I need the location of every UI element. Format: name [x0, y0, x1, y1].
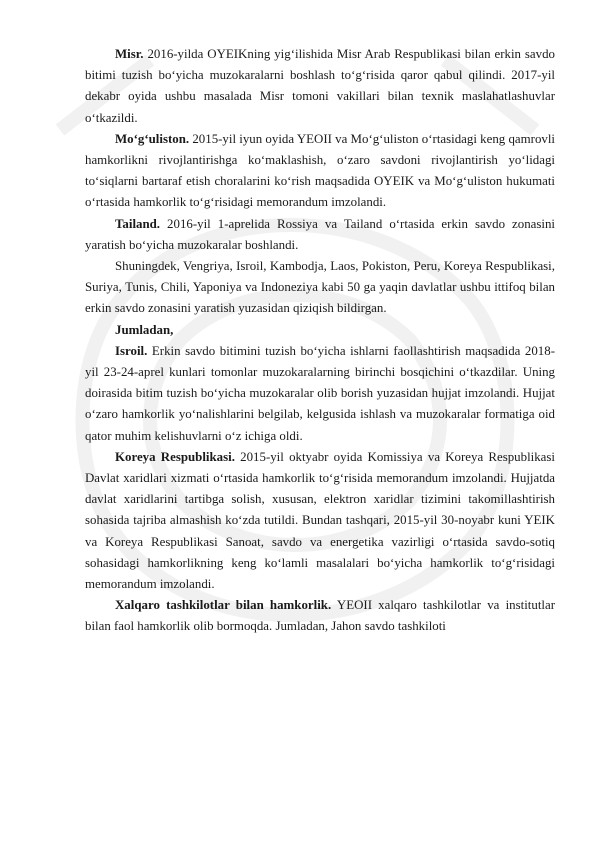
paragraph-text: 2015-yil iyun oyida YEOII va Mo‘g‘uliston o‘rtasidagi keng qamrovli hamkorlikni rivojlantirishga ko‘maklashish, o‘zaro savdoni rivojlantirish yo‘lidagi to‘siqlarni bartaraf etish choralarini ko‘rish maqsadida OYEIK va Mo‘g‘uliston hukumati o‘rtasida hamkorlik to‘g‘risidagi memorandum imzolandi.	[85, 131, 555, 210]
paragraph-text: Shuningdek, Vengriya, Isroil, Kambodja, Laos, Pokiston, Peru, Koreya Respublikasi, Suriya, Tunis, Chili, Yaponiya va Indoneziya kabi 50 ga yaqin davlatlar ushbu ittifoq bilan erkin savdo zonasini yaratish yuzasidan qiziqish bildirgan.	[85, 259, 555, 316]
paragraph-korea	[85, 447, 555, 595]
paragraph-text: Erkin savdo bitimini tuzish bo‘yicha ishlarni faollashtirish maqsadida 2018-yil 23-24-aprel kunlari tomonlar muzokaralarning birinchi bosqichini o‘tkazdilar. Uning doirasida bitim tuzish bo‘yicha muzokaralar olib borish yuzasidan hujjat imzolandi. Hujjat o‘zaro hamkorlik yo‘nalishlarini belgilab, kelgusida ishlash va muzokaralar formatiga oid qator muhim kelishuvlarni o‘z ichiga oldi.	[85, 343, 555, 443]
paragraph-misr	[85, 44, 555, 129]
paragraph-heading: Jumladan,	[115, 322, 174, 337]
paragraph-countries	[85, 256, 555, 320]
paragraph-israel	[85, 341, 555, 447]
paragraph-heading: Isroil.	[115, 343, 148, 358]
paragraph-thailand	[85, 214, 555, 256]
paragraph-text: 2016-yil 1-aprelida Rossiya va Tailand o‘rtasida erkin savdo zonasini yaratish bo‘yicha muzokaralar boshlandi.	[85, 216, 555, 252]
paragraph-heading: Misr.	[115, 47, 144, 61]
document-body	[85, 44, 555, 638]
paragraph-heading: Koreya Respublikasi.	[115, 449, 235, 464]
paragraph-heading: Tailand.	[115, 216, 161, 231]
paragraph-mongolia	[85, 129, 555, 214]
paragraph-text: 2015-yil oktyabr oyida Komissiya va Koreya Respublikasi Davlat xaridlari xizmati o‘rtasida hamkorlik to‘g‘risida memorandum imzolandi. Hujjatda davlat xaridlarini tartibga solish, xususan, elektron xaridlar tizimini takomillashtirish sohasida tajriba almashish ko‘zda tutildi. Bundan tashqari, 2015-yil 30-noyabr kuni YEIK va Koreya Respublikasi Sanoat, savdo va energetika vazirligi o‘rtasida savdo-sotiq sohasidagi hamkorlikning keng ko‘lamli masalalari bo‘yicha hamkorlik to‘g‘risidagi memorandum imzolandi.	[85, 449, 556, 592]
paragraph-text: 2016-yilda OYEIKning yig‘ilishida Misr Arab Respublikasi bilan erkin savdo bitimi tuzish bo‘yicha muzokaralarni boshlash to‘g‘risida qaror qabul qilindi. 2017-yil dekabr oyida ushbu masalada Misr tomoni vakillari bilan texnik maslahatlashuvlar o‘tkazildi.	[85, 47, 555, 125]
paragraph-heading: Xalqaro tashkilotlar bilan hamkorlik.	[115, 598, 332, 613]
paragraph-text: YEOII xalqaro tashkilotlar va institutlar bilan faol hamkorlik olib bormoqda. Jumladan, Jahon savdo tashkiloti	[85, 598, 555, 634]
paragraph-heading: Mo‘g‘uliston.	[115, 131, 190, 146]
paragraph-jumladan	[85, 320, 555, 341]
paragraph-international-orgs	[85, 595, 555, 637]
